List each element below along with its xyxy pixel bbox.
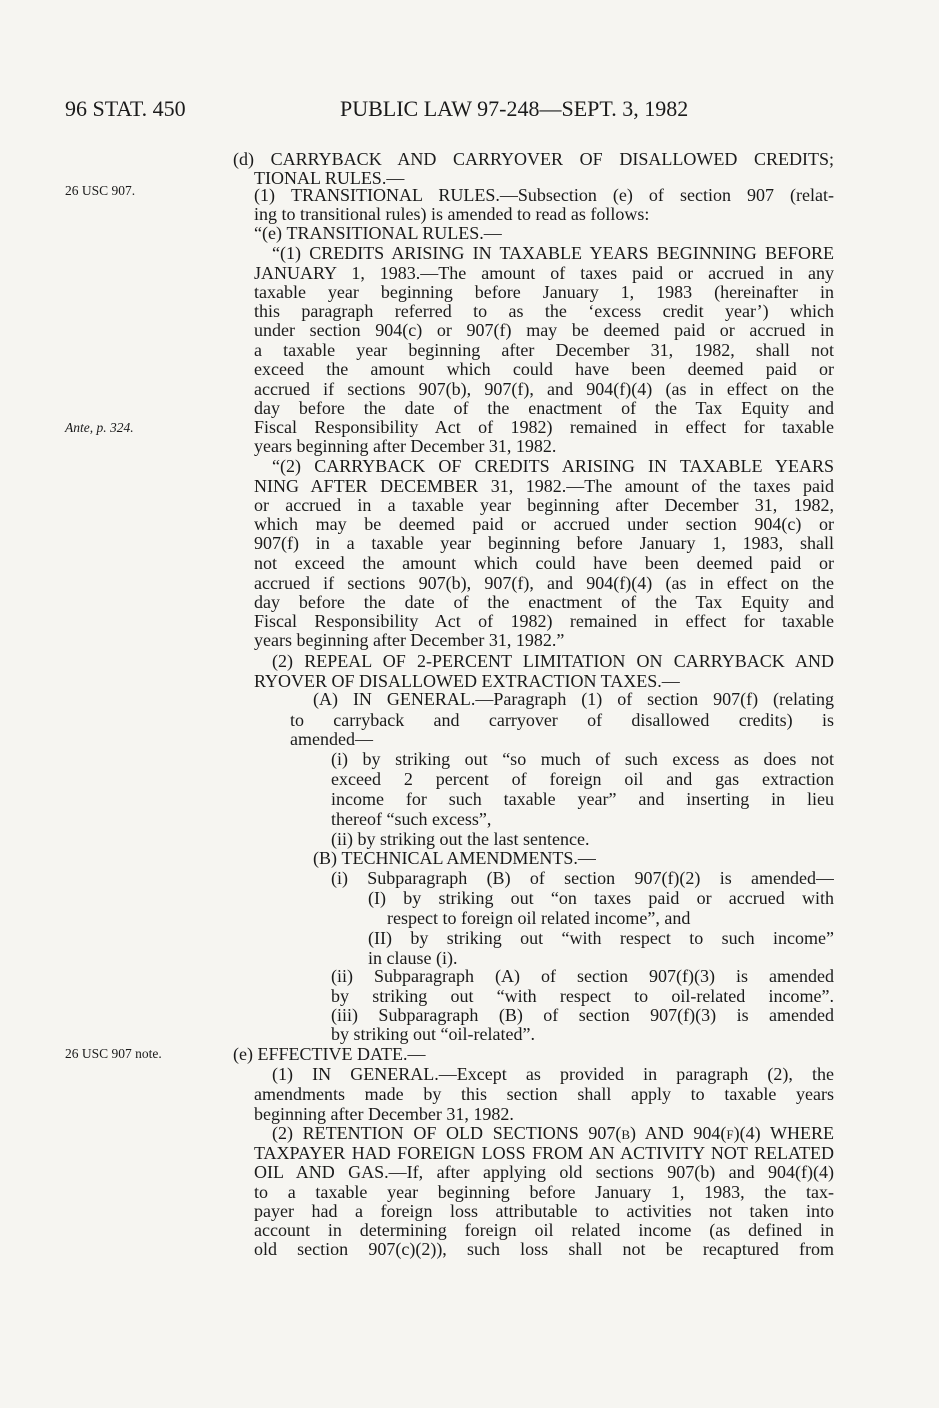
text-line: “(2) CARRYBACK OF CREDITS ARISING IN TAXABLE YEARS bbox=[272, 457, 834, 477]
text-line: a taxable year beginning after December 31, 1982, shall not bbox=[254, 341, 834, 360]
text-line: years beginning after December 31, 1982.” bbox=[254, 630, 565, 650]
text-line: or accrued in a taxable year beginning after December 31, 1982, bbox=[254, 496, 834, 515]
small-caps-heading: EFFECTIVE DATE. bbox=[257, 1044, 408, 1064]
small-caps-heading: CARRYBACK AND CARRYOVER OF DISALLOWED CREDITS; bbox=[270, 150, 834, 169]
text-line: which may be deemed paid or accrued under section 904(c) or bbox=[254, 515, 834, 534]
text-line: account in determining foreign oil related income (as defined in bbox=[254, 1221, 834, 1240]
small-caps-heading: TIONAL RULES.— bbox=[254, 168, 405, 188]
text-line: to a taxable year beginning before January 1, 1983, the tax- bbox=[254, 1183, 834, 1202]
text-line bbox=[254, 672, 680, 691]
text-line: (I) by striking out “on taxes paid or accrued with bbox=[368, 889, 834, 908]
text-line: accrued if sections 907(b), 907(f), and 904(f)(4) (as in effect on the bbox=[254, 574, 834, 593]
small-caps-heading: TECHNICAL AMENDMENTS. bbox=[341, 848, 578, 868]
text-line: exceed 2 percent of foreign oil and gas extraction bbox=[331, 770, 834, 789]
text-line: (2) RETENTION OF OLD SECTIONS 907(b) AND 904(f)(4) WHERE bbox=[272, 1124, 834, 1143]
text-line: JANUARY 1, 1983.—The amount of taxes paid or accrued in any bbox=[254, 264, 834, 283]
text-line: to carryback and carryover of disallowed credits) is bbox=[290, 711, 834, 730]
small-caps-heading: REPEAL OF 2-PERCENT LIMITATION ON CARRYBACK AND bbox=[304, 652, 834, 671]
text-line: OIL AND GAS.—If, after applying old sections 907(b) and 904(f)(4) bbox=[254, 1163, 834, 1182]
margin-note-26-usc-907-note: 26 USC 907 note. bbox=[65, 1046, 162, 1061]
text-line: ing to transitional rules) is amended to read as follows: bbox=[254, 204, 650, 224]
text-line: TAXPAYER HAD FOREIGN LOSS FROM AN ACTIVITY NOT RELATED bbox=[254, 1144, 834, 1163]
small-caps-heading: IN GENERAL. bbox=[312, 1065, 439, 1084]
text-line: respect to foreign oil related income”, and bbox=[387, 908, 691, 928]
text-line: old section 907(c)(2)), such loss shall not be recaptured from bbox=[254, 1240, 834, 1259]
small-caps-heading: CARRYBACK OF CREDITS ARISING IN TAXABLE YEARS bbox=[314, 457, 834, 476]
text-line: (i) by striking out “so much of such excess as does not bbox=[331, 750, 834, 769]
text-line: day before the date of the enactment of the Tax Equity and bbox=[254, 593, 834, 612]
text-line: by striking out “oil-related”. bbox=[331, 1024, 535, 1044]
text-line: thereof “such excess”, bbox=[331, 809, 492, 829]
text-line: this paragraph referred to as the ‘excess credit year’) which bbox=[254, 302, 834, 321]
text-line: (d) CARRYBACK AND CARRYOVER OF DISALLOWED CREDITS; bbox=[233, 150, 834, 170]
text-line: (iii) Subparagraph (B) of section 907(f)(3) is amended bbox=[331, 1006, 834, 1025]
text-line: years beginning after December 31, 1982. bbox=[254, 436, 557, 456]
text-line: not exceed the amount which could have been deemed paid or bbox=[254, 554, 834, 573]
text-line: (II) by striking out “with respect to such income” bbox=[368, 929, 834, 948]
text-line: (1) TRANSITIONAL RULES.—Subsection (e) of section 907 (relat- bbox=[254, 186, 834, 205]
small-caps-heading: CREDITS ARISING IN TAXABLE YEARS BEGINNING BEFORE bbox=[309, 244, 834, 263]
text-line: exceed the amount which could have been deemed paid or bbox=[254, 360, 834, 379]
text-line: accrued if sections 907(b), 907(f), and 904(f)(4) (as in effect on the bbox=[254, 380, 834, 399]
margin-note-26-usc-907: 26 USC 907. bbox=[65, 183, 136, 198]
text-line: (A) IN GENERAL.—Paragraph (1) of section 907(f) (relating bbox=[313, 690, 834, 709]
text-line: by striking out “with respect to oil-related income”. bbox=[331, 987, 834, 1006]
text-line: (ii) by striking out the last sentence. bbox=[331, 829, 590, 849]
small-caps-heading: RETENTION OF OLD SECTIONS 907(b) AND 904(f)(4) WHERE bbox=[302, 1124, 834, 1143]
small-caps-heading: RYOVER OF DISALLOWED EXTRACTION TAXES.— bbox=[254, 671, 680, 691]
text-line: (1) IN GENERAL.—Except as provided in paragraph (2), the bbox=[272, 1065, 834, 1084]
small-caps-heading: TAXPAYER HAD FOREIGN LOSS FROM AN ACTIVITY NOT RELAT bbox=[254, 1144, 810, 1163]
text-line: in clause (i). bbox=[368, 948, 458, 968]
small-caps-heading: NING AFTER DECEMBER 31, 1982 bbox=[254, 477, 562, 496]
small-caps-heading: JANUARY 1, 1983. bbox=[254, 264, 421, 283]
text-line: income for such taxable year” and inserting in lieu bbox=[331, 790, 834, 809]
small-caps-heading: TRANSITIONAL RULES. bbox=[291, 186, 500, 205]
text-line: (B) TECHNICAL AMENDMENTS.— bbox=[313, 848, 596, 868]
text-line: (2) REPEAL OF 2-PERCENT LIMITATION ON CARRYBACK AND bbox=[272, 652, 834, 672]
text-line: Fiscal Responsibility Act of 1982) remained in effect for taxable bbox=[254, 612, 834, 631]
small-caps-heading: IN GENERAL. bbox=[352, 690, 476, 709]
text-line: Fiscal Responsibility Act of 1982) remained in effect for taxable bbox=[254, 418, 834, 437]
margin-note-ante-text: Ante, p. 324. bbox=[65, 420, 134, 435]
text-line: (i) Subparagraph (B) of section 907(f)(2) is amended— bbox=[331, 869, 834, 888]
text-line: (e) EFFECTIVE DATE.— bbox=[233, 1044, 426, 1064]
text-line: amended— bbox=[290, 729, 373, 749]
text-line: “(e) TRANSITIONAL RULES.— bbox=[254, 223, 502, 243]
statute-page-reference: 96 STAT. 450 bbox=[65, 96, 186, 121]
small-caps-heading: OIL AND GAS.—I bbox=[254, 1163, 413, 1182]
text-line: (ii) Subparagraph (A) of section 907(f)(3) is amended bbox=[331, 967, 834, 986]
text-line: amendments made by this section shall apply to taxable years bbox=[254, 1085, 834, 1104]
small-caps-heading: TRANSITIONAL RULES bbox=[286, 223, 480, 243]
margin-note-ante bbox=[65, 420, 134, 436]
text-line: taxable year beginning before January 1, 1983 (hereinafter in bbox=[254, 283, 834, 302]
text-line: “(1) CREDITS ARISING IN TAXABLE YEARS BEGINNING BEFORE bbox=[272, 244, 834, 263]
text-line: 907(f) in a taxable year beginning before January 1, 1983, shall bbox=[254, 534, 834, 553]
text-line: day before the date of the enactment of the Tax Equity and bbox=[254, 399, 834, 418]
text-line: under section 904(c) or 907(f) may be deemed paid or accrued in bbox=[254, 321, 834, 340]
page-title: PUBLIC LAW 97-248—SEPT. 3, 1982 bbox=[340, 96, 689, 121]
text-line: beginning after December 31, 1982. bbox=[254, 1104, 514, 1124]
text-line: payer had a foreign loss attributable to activities not taken into bbox=[254, 1202, 834, 1221]
text-line: NING AFTER DECEMBER 31, 1982.—The amount of the taxes paid bbox=[254, 477, 834, 496]
